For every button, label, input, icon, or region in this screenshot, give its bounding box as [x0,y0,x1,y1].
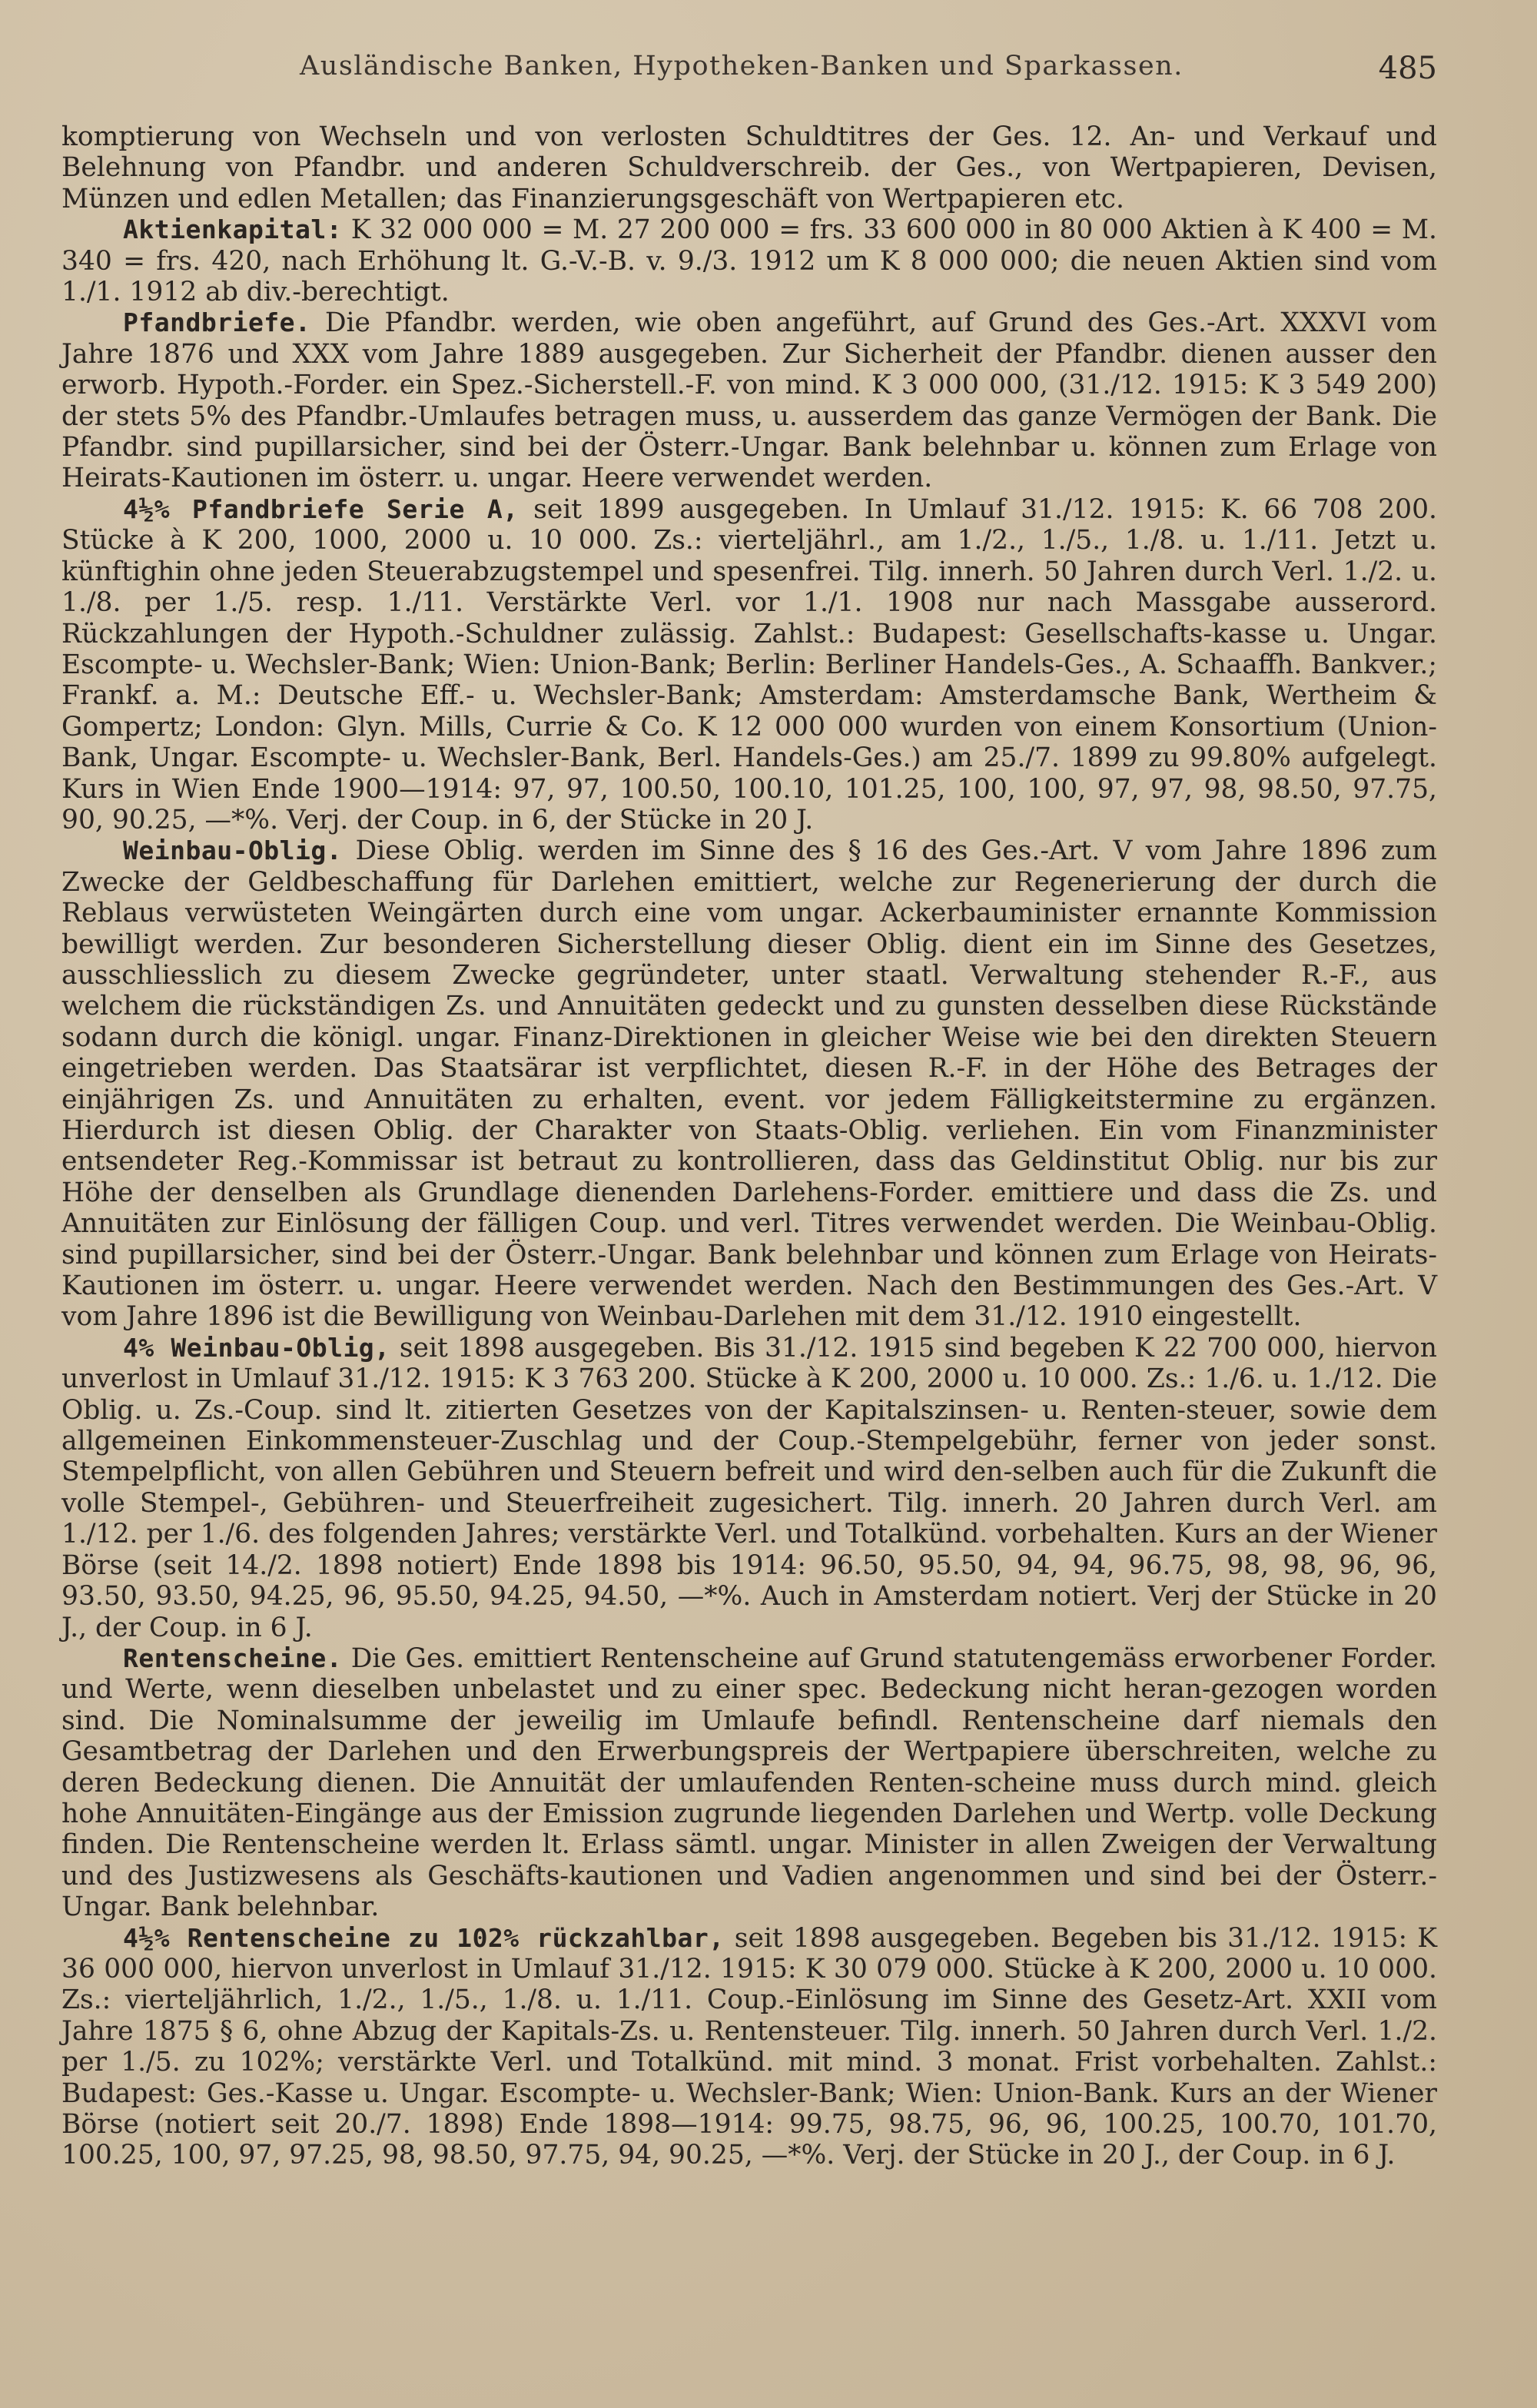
paragraph-text: seit 1898 ausgegeben. Begeben bis 31./12. 1915: K 36 000 000, hiervon unverlost in Umlauf 31./12. 1915: K 30 079 000. Stücke à K 200, 2000 u. 10 000. Zs.: vierteljährlich, 1./2., 1./5., 1./8. u. 1./11. Coup.-Einlösung im Sinne des Gesetz-Art. XXII vom Jahre 1875 § 6, ohne Abzug der Kapitals-Zs. u. Rentensteuer. Tilg. innerh. 50 Jahren durch Verl. 1./2. per 1./5. zu 102%; verstärkte Verl. und Totalkünd. mit mind. 3 monat. Frist vorbehalten. Zahlst.: Budapest: Ges.-Kasse u. Ungar. Escompte- u. Wechsler-Bank; Wien: Union-Bank. Kurs an der Wiener Börse (notiert seit 20./7. 1898) Ende 1898—1914: 99.75, 98.75, 96, 96, 100.25, 100.70, 101.70, 100.25, 100, 97, 97.25, 98, 98.50, 97.75, 94, 90.25, —*%. Verj. der Stücke in 20 J., der Coup. in 6 J. [61,1922,1437,2171]
paragraph [61,835,1437,1333]
paragraph [61,214,1437,307]
paragraph-text: seit 1899 ausgegeben. In Umlauf 31./12. 1915: K. 66 708 200. Stücke à K 200, 1000, 2000 u. 10 000. Zs.: vierteljährl., am 1./2., 1./5., 1./8. u. 1./11. Jetzt u. künftighin ohne jeden Steuerabzugstempel und spesenfrei. Tilg. innerh. 50 Jahren durch Verl. 1./2. u. 1./8. per 1./5. resp. 1./11. Verstärkte Verl. vor 1./1. 1908 nur nach Massgabe ausserord. Rückzahlungen der Hypoth.-Schuldner zulässig. Zahlst.: Budapest: Gesellschafts-kasse u. Ungar. Escompte- u. Wechsler-Bank; Wien: Union-Bank; Berlin: Berliner Handels-Ges., A. Schaaffh. Bankver.; Frankf. a. M.: Deutsche Eff.- u. Wechsler-Bank; Amsterdam: Amsterdamsche Bank, Wertheim & Gompertz; London: Glyn. Mills, Currie & Co. K 12 000 000 wurden von einem Konsortium (Union-Bank, Ungar. Escompte- u. Wechsler-Bank, Berl. Handels-Ges.) am 25./7. 1899 zu 99.80% aufgelegt. Kurs in Wien Ende 1900—1914: 97, 97, 100.50, 100.10, 101.25, 100, 100, 97, 97, 98, 98.50, 97.75, 90, 90.25, —*%. Verj. der Coup. in 6, der Stücke in 20 J. [61,493,1438,835]
paragraph-text: seit 1898 ausgegeben. Bis 31./12. 1915 sind begeben K 22 700 000, hiervon unverlost in Umlauf 31./12. 1915: K 3 763 200. Stücke à K 200, 2000 u. 10 000. Zs.: 1./6. u. 1./12. Die Oblig. u. Zs.-Coup. sind lt. zitierten Gesetzes von der Kapitalszinsen- u. Renten-steuer, sowie dem allgemeinen Einkommensteuer-Zuschlag und der Coup.-Stempelgebühr, ferner von jeder sonst. Stempelpflicht, von allen Gebühren und Steuern befreit und wird den-selben auch für die Zukunft die volle Stempel-, Gebühren- und Steuerfreiheit zugesichert. Tilg. innerh. 20 Jahren durch Verl. am 1./12. per 1./6. des folgenden Jahres; verstärkte Verl. und Totalkünd. vorbehalten. Kurs an der Wiener Börse (seit 14./2. 1898 notiert) Ende 1898 bis 1914: 96.50, 95.50, 94, 94, 96.75, 98, 98, 96, 96, 93.50, 93.50, 94.25, 96, 95.50, 94.25, 94.50, —*%. Auch in Amsterdam notiert. Verj der Stücke in 20 J., der Coup. in 6 J. [61,1332,1437,1643]
paragraph [61,121,1437,214]
paragraph-lead: Rentenscheine. [123,1642,343,1673]
paragraph-lead: Weinbau-Oblig. [123,835,343,866]
paragraph-text: Die Ges. emittiert Rentenscheine auf Grund statutengemäss erworbener Forder. und Werte, wenn dieselben unbelastet und zu einer spec. Bedeckung nicht heran-gezogen worden sind. Die Nominalsumme der jeweilig im Umlaufe befindl. Rentenscheine darf niemals den Gesamtbetrag der Darlehen und den Erwerbungspreis der Wertpapiere überschreiten, welche zu deren Bedeckung dienen. Die Annuität der umlaufenden Renten-scheine muss durch mind. gleich hohe Annuitäten-Eingänge aus der Emission zugrunde liegenden Darlehen und Wertp. volle Deckung finden. Die Rentenscheine werden lt. Erlass sämtl. ungar. Minister in allen Zweigen der Verwaltung und des Justizwesens als Geschäfts-kautionen und Vadien angenommen und sind bei der Österr.-Ungar. Bank belehnbar. [61,1642,1437,1923]
running-head: Ausländische Banken, Hypotheken-Banken und Sparkassen. [300,51,1183,81]
paragraph [61,494,1437,835]
paragraph-text: Die Pfandbr. werden, wie oben angeführt, auf Grund des Ges.-Art. XXXVI vom Jahre 1876 und XXX vom Jahre 1889 ausgegeben. Zur Sicherheit der Pfandbr. dienen ausser den erworb. Hypoth.-Forder. ein Spez.-Sicherstell.-F. von mind. K 3 000 000, (31./12. 1915: K 3 549 200) der stets 5% des Pfandbr.-Umlaufes betragen muss, u. ausserdem das ganze Vermögen der Bank. Die Pfandbr. sind pupillarsicher, sind bei der Österr.-Ungar. Bank belehnbar u. können zum Erlage von Heirats-Kautionen im österr. u. ungar. Heere verwendet werden. [61,307,1437,494]
paragraph-lead: 4½% Rentenscheine zu 102% rückzahlbar, [123,1922,725,1953]
paragraph-lead: Aktienkapital: [123,214,343,245]
paragraph-lead: Pfandbriefe. [123,307,311,338]
paragraph-text: Diese Oblig. werden im Sinne des § 16 des Ges.-Art. V vom Jahre 1896 zum Zwecke der Geldbeschaffung für Darlehen emittiert, welche zur Regenerierung der durch die Reblaus verwüsteten Weingärten durch eine vom ungar. Ackerbauminister ernannte Kommission bewilligt werden. Zur besonderen Sicherstellung dieser Oblig. dient ein im Sinne des Gesetzes, ausschliesslich zu diesem Zwecke gegründeter, unter staatl. Verwaltung stehender R.-F., aus welchem die rückständigen Zs. und Annuitäten gedeckt und zu gunsten desselben diese Rückstände sodann durch die königl. ungar. Finanz-Direktionen in gleicher Weise wie bei den direkten Steuern eingetrieben werden. Das Staatsärar ist verpflichtet, diesen R.-F. in der Höhe des Betrages der einjährigen Zs. und Annuitäten zu erhalten, event. vor jedem Fälligkeitstermine zu ergänzen. Hierdurch ist diesen Oblig. der Charakter von Staats-Oblig. verliehen. Ein vom Finanzminister entsendeter Reg.-Kommissar ist betraut zu kontrollieren, dass das Geldinstitut Oblig. nur bis zur Höhe der denselben als Grundlage dienenden Darlehens-Forder. emittiere und dass die Zs. und Annuitäten zur Einlösung der fälligen Coup. und verl. Titres verwendet werden. Die Weinbau-Oblig. sind pupillarsicher, sind bei der Österr.-Ungar. Bank belehnbar und können zum Erlage von Heirats-Kautionen im österr. u. ungar. Heere verwendet werden. Nach den Bestimmungen des Ges.-Art. V vom Jahre 1896 ist die Bewilligung von Weinbau-Darlehen mit dem 31./12. 1910 eingestellt. [61,835,1437,1333]
paragraph [61,1643,1437,1923]
page-header [61,51,1437,105]
paragraph-text: komptierung von Wechseln und von verlosten Schuldtitres der Ges. 12. An- und Verkauf und Belehnung von Pfandbr. und anderen Schuldverschreib. der Ges., von Wertpapieren, Devisen, Münzen und edlen Metallen; das Finanzierungsgeschäft von Wertpapieren etc. [61,121,1437,214]
paragraph-text: K 32 000 000 = M. 27 200 000 = frs. 33 600 000 in 80 000 Aktien à K 400 = M. 340 = frs. 420, nach Erhöhung lt. G.-V.-B. v. 9./3. 1912 um K 8 000 000; die neuen Aktien sind vom 1./1. 1912 ab div.-berechtigt. [61,214,1437,308]
paragraph [61,1333,1437,1643]
body-text [61,121,1437,2171]
paragraph [61,307,1437,493]
paragraph [61,1923,1437,2171]
paragraph-lead: 4½% Pfandbriefe Serie A, [123,493,519,524]
page-number: 485 [1378,51,1437,86]
paragraph-lead: 4% Weinbau-Oblig, [123,1332,390,1363]
